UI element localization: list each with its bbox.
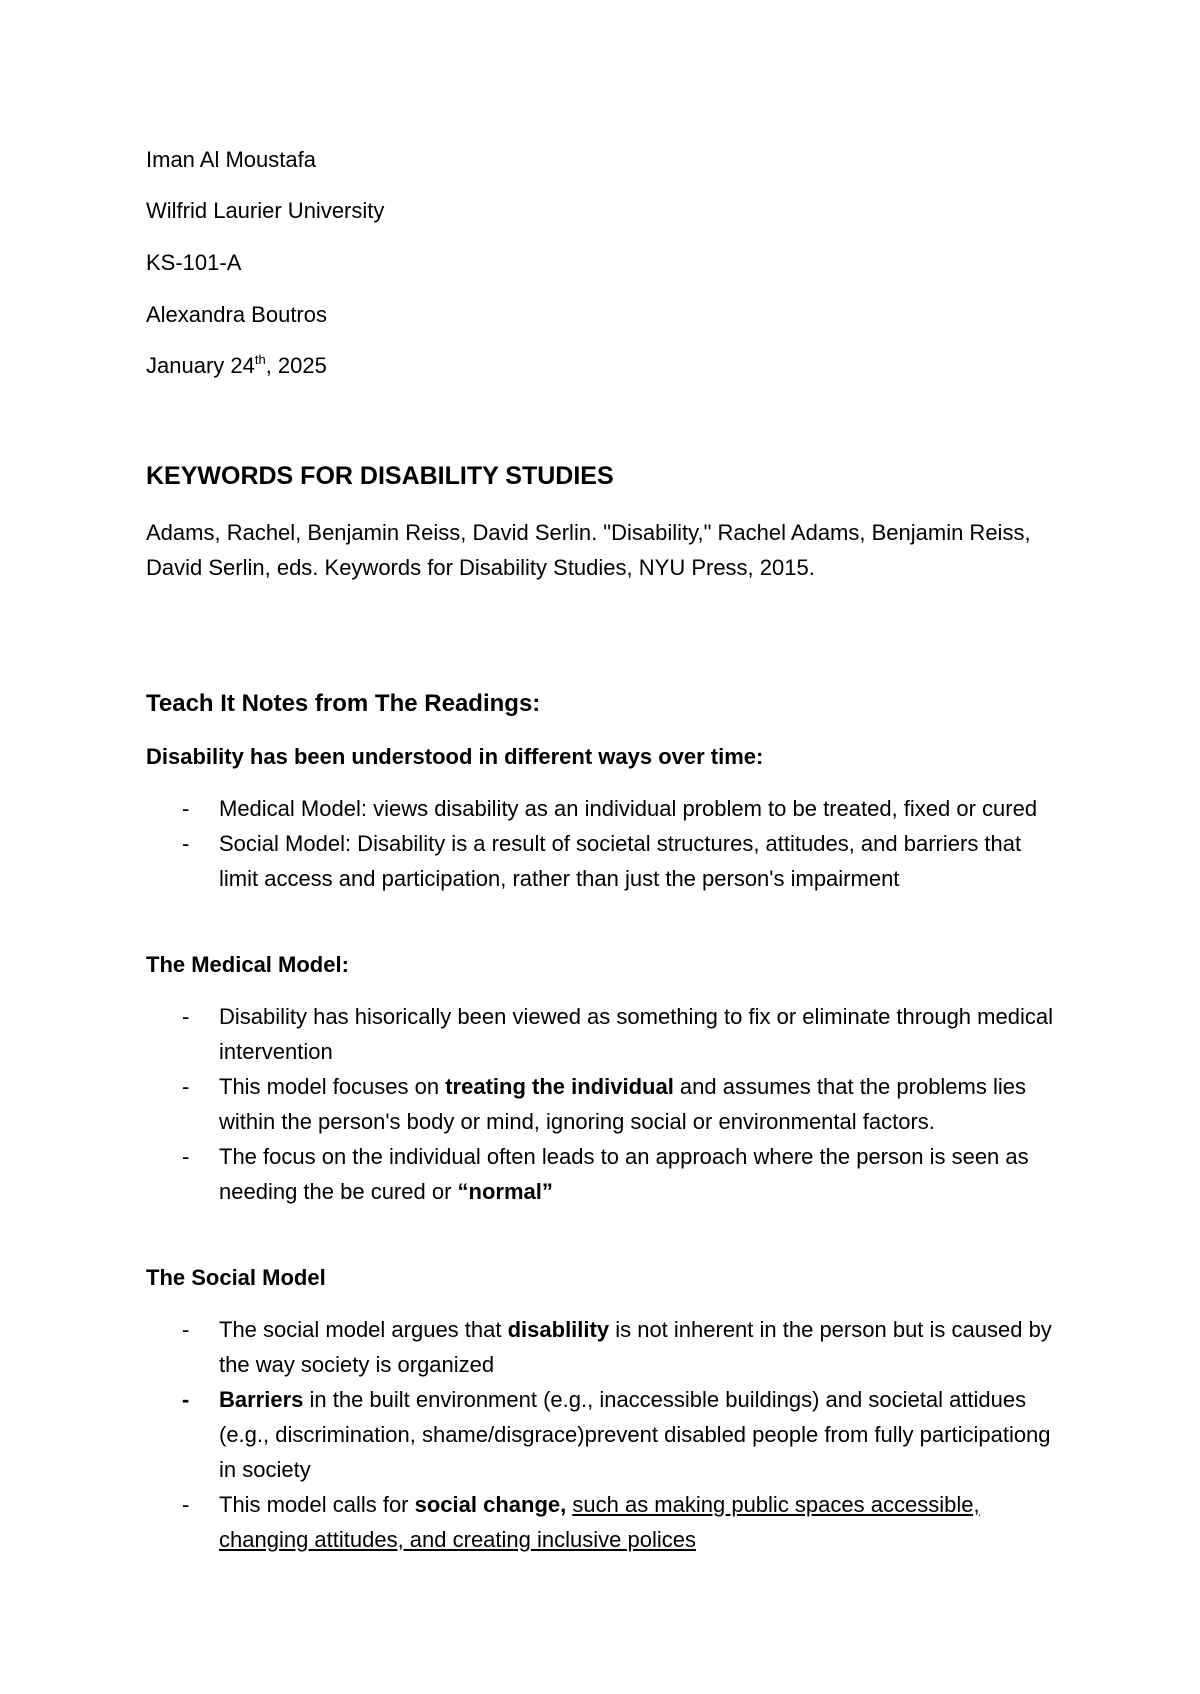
institution-name: Wilfrid Laurier University [146, 198, 385, 223]
bullet-marker: - [182, 1317, 190, 1342]
bullet-marker: - [182, 1074, 190, 1099]
list-item-text-start: This model focuses on [219, 1074, 446, 1099]
underlined-text: such as making public spaces accessible, changing attitudes, and creating inclusive polices [219, 1492, 980, 1552]
bullet-marker: - [182, 831, 190, 856]
list-item-text-end: is not inherent in the person but is caused by the way society is organized [219, 1317, 1052, 1377]
bullet-marker: - [182, 1144, 190, 1169]
list-item [146, 999, 1066, 1069]
course-code: KS-101-A [146, 250, 242, 275]
date-superscript: th [254, 352, 266, 367]
emphasis-text: Barriers [219, 1387, 304, 1412]
list-item [146, 791, 1066, 826]
overview-heading: Disability has been understood in different ways over time: [146, 744, 764, 769]
social-model-list [146, 1312, 1066, 1557]
bullet-marker: - [182, 1492, 190, 1517]
emphasis-text: “normal” [457, 1179, 553, 1204]
bullet-marker: - [182, 1004, 190, 1029]
instructor-name: Alexandra Boutros [146, 302, 327, 327]
list-item-text: Disability has hisorically been viewed as something to fix or eliminate through medical intervention [219, 1004, 1053, 1064]
author-name: Iman Al Moustafa [146, 147, 316, 172]
document-title: KEYWORDS FOR DISABILITY STUDIES [146, 462, 614, 490]
list-item-text-start: This model calls for [219, 1492, 415, 1517]
list-item-text-end: and assumes that the problems lies within the person's body or mind, ignoring social or environmental factors. [219, 1074, 1026, 1134]
date-prefix: January 24 [146, 353, 255, 378]
bullet-marker: - [182, 1387, 190, 1412]
emphasis-text: disablility [507, 1317, 610, 1342]
list-item [146, 1312, 1066, 1382]
list-item-text-end: in the built environment (e.g., inaccessible buildings) and societal attidues (e.g., discrimination, shame/disgrace)prevent disabled people from fully participationg in society [219, 1387, 1051, 1482]
list-item [146, 1382, 1066, 1487]
overview-list [146, 791, 1066, 896]
medical-model-heading: The Medical Model: [146, 952, 349, 977]
list-item-text: Social Model: Disability is a result of societal structures, attitudes, and barriers that limit access and participation, rather than just the person's impairment [219, 831, 1022, 891]
list-item [146, 826, 1066, 896]
list-item [146, 1139, 1066, 1209]
document-date [146, 351, 327, 381]
notes-heading: Teach It Notes from The Readings: [146, 690, 541, 717]
medical-model-list [146, 999, 1066, 1209]
bullet-marker: - [182, 796, 190, 821]
list-item-text: Medical Model: views disability as an individual problem to be treated, fixed or cured [219, 796, 1038, 821]
list-item-text-start: The social model argues that [219, 1317, 508, 1342]
emphasis-text: social change, [414, 1492, 567, 1517]
list-item-text-start: The focus on the individual often leads to an approach where the person is seen as needing the be cured or [219, 1144, 1029, 1204]
date-suffix: , 2025 [265, 353, 327, 378]
list-item [146, 1487, 1066, 1557]
citation: Adams, Rachel, Benjamin Reiss, David Serlin. "Disability," Rachel Adams, Benjamin Reiss, David Serlin, eds. Keywords for Disability Studies, NYU Press, 2015. [146, 520, 1031, 580]
social-model-heading: The Social Model [146, 1265, 326, 1290]
emphasis-text: treating the individual [445, 1074, 674, 1099]
list-item [146, 1069, 1066, 1139]
